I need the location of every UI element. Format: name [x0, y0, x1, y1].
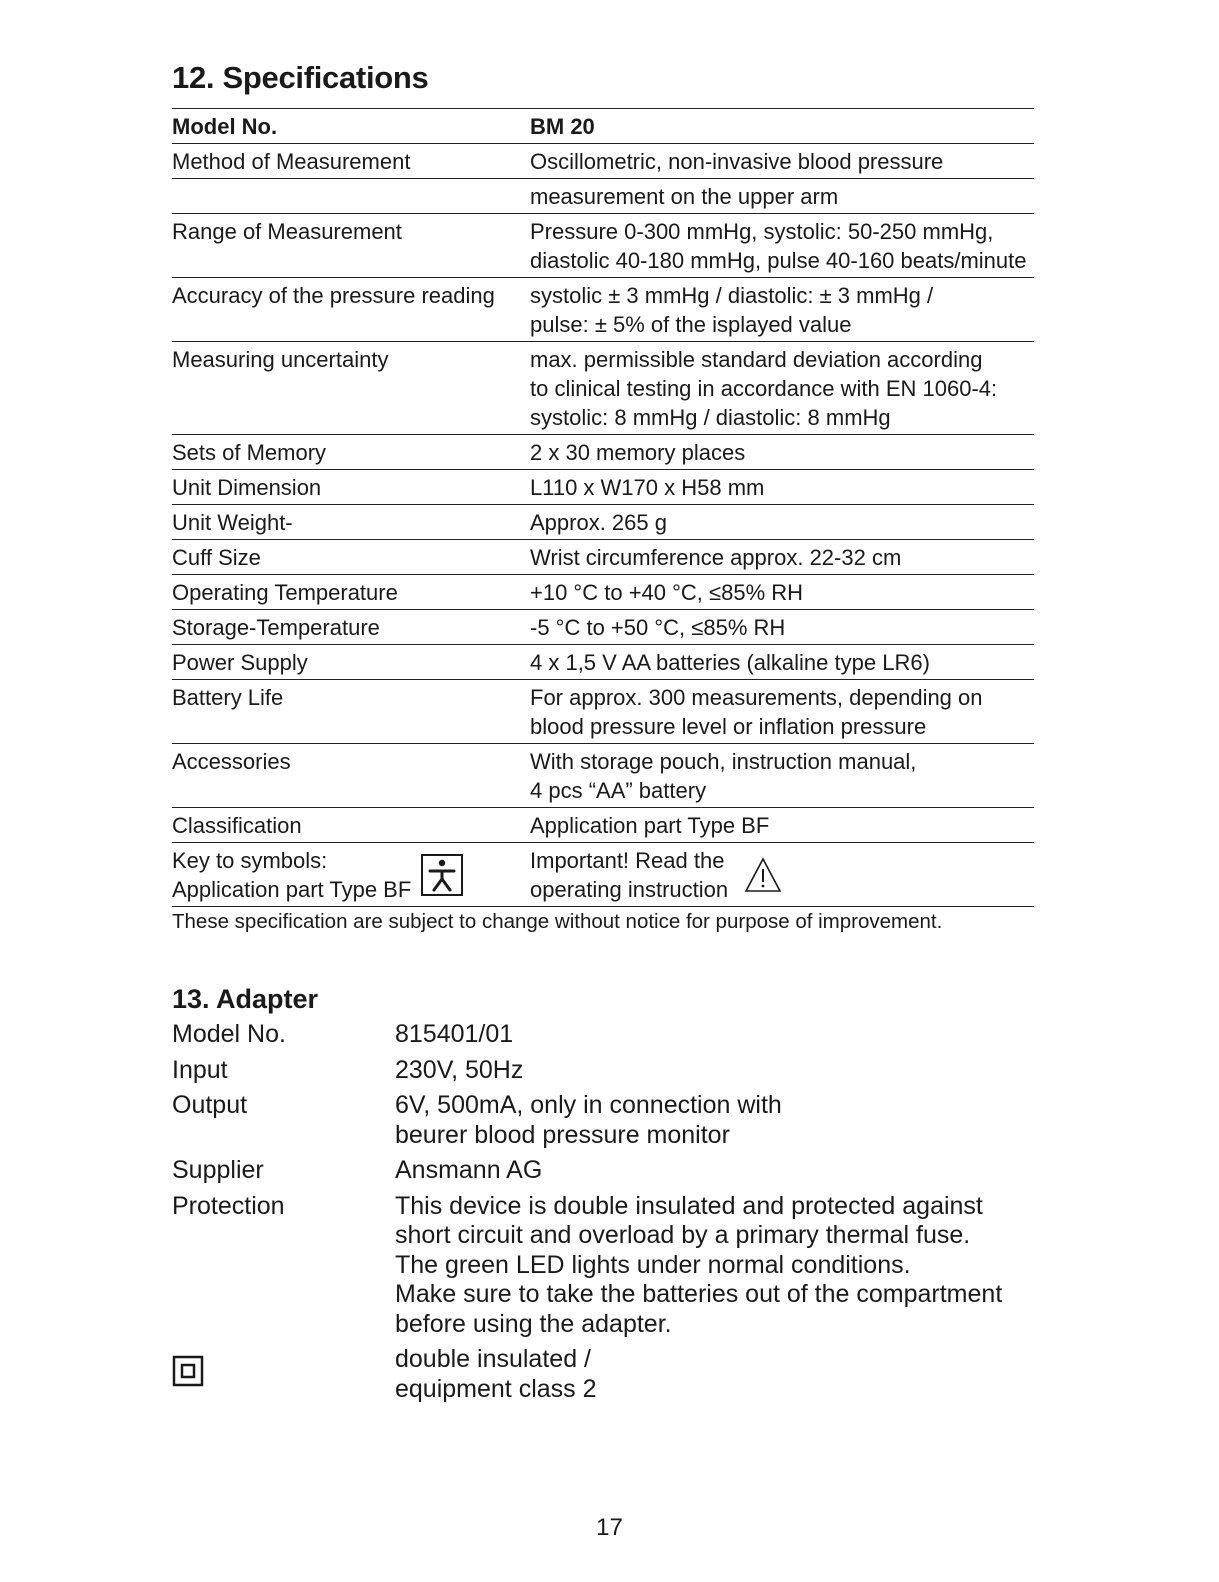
adapter-row	[172, 1192, 1034, 1340]
table-row	[172, 808, 1034, 843]
row-value: Pressure 0-300 mmHg, systolic: 50-250 mmHg, diastolic 40-180 mmHg, pulse 40-160 beats/minute	[530, 219, 1027, 273]
row-value: L110 x W170 x H58 mm	[530, 475, 765, 500]
adapter-list	[172, 1020, 1034, 1410]
row-value: 4 x 1,5 V AA batteries (alkaline type LR6)	[530, 650, 930, 675]
adapter-label: Supplier	[172, 1156, 264, 1184]
table-row	[172, 214, 1034, 278]
row-label: Range of Measurement	[172, 219, 402, 244]
adapter-label: Protection	[172, 1191, 285, 1220]
table-row	[172, 435, 1034, 470]
row-value: -5 °C to +50 °C, ≤85% RH	[530, 615, 786, 640]
row-label: Operating Temperature	[172, 580, 398, 605]
row-value: Application part Type BF	[530, 813, 770, 838]
row-value: measurement on the upper arm	[530, 184, 839, 209]
adapter-row	[172, 1020, 1034, 1050]
adapter-title: 13. Adapter	[172, 984, 319, 1014]
adapter-value: This device is double insulated and protected against short circuit and overload by a primary thermal fuse. The green LED lights under normal conditions. Make sure to take the batteries out of the compartment before using the adapter.	[395, 1191, 1003, 1338]
table-row	[172, 179, 1034, 214]
symbols-label: Key to symbols: Application part Type BF	[172, 848, 412, 902]
row-label: Sets of Memory	[172, 440, 327, 465]
table-row	[172, 144, 1034, 179]
row-value: 2 x 30 memory places	[530, 440, 746, 465]
adapter-label: Output	[172, 1091, 248, 1119]
row-label: Storage-Temperature	[172, 615, 380, 640]
header-label: Model No.	[172, 114, 278, 139]
table-row	[172, 680, 1034, 744]
class2-row	[172, 1345, 1034, 1404]
row-label: Cuff Size	[172, 545, 261, 570]
adapter-label: Model No.	[172, 1020, 286, 1048]
row-label: Battery Life	[172, 685, 284, 710]
row-value: systolic ± 3 mmHg / diastolic: ± 3 mmHg / pulse: ± 5% of the isplayed value	[530, 283, 934, 337]
symbols-row	[172, 843, 1034, 907]
table-row	[172, 505, 1034, 540]
row-label: Unit Weight-	[172, 510, 293, 535]
table-row	[172, 744, 1034, 808]
row-value: Oscillometric, non-invasive blood pressure	[530, 149, 944, 174]
row-label: Measuring uncertainty	[172, 347, 389, 372]
row-value: Approx. 265 g	[530, 510, 667, 535]
row-value: Wrist circumference approx. 22-32 cm	[530, 545, 902, 570]
table-row	[172, 278, 1034, 342]
warning-triangle-icon	[744, 857, 782, 893]
table-row	[172, 540, 1034, 575]
table-row	[172, 645, 1034, 680]
symbols-value: Important! Read the operating instruction	[530, 848, 729, 902]
row-label: Accuracy of the pressure reading	[172, 283, 495, 308]
row-label: Classification	[172, 813, 302, 838]
adapter-label: Input	[172, 1055, 228, 1084]
row-value: For approx. 300 measurements, depending on blood pressure level or inflation pressure	[530, 685, 983, 739]
page-number: 17	[596, 1514, 623, 1541]
adapter-value: Ansmann AG	[395, 1156, 543, 1184]
adapter-value: 230V, 50Hz	[395, 1055, 524, 1084]
row-label: Accessories	[172, 749, 291, 774]
specifications-table	[172, 108, 1034, 907]
row-label: Unit Dimension	[172, 475, 322, 500]
header-value: BM 20	[530, 114, 595, 139]
adapter-row	[172, 1156, 1034, 1186]
row-value: max. permissible standard deviation according to clinical testing in accordance with EN 1060-4: systolic: 8 mmHg / diastolic: 8 mmHg	[530, 347, 998, 430]
table-row	[172, 470, 1034, 505]
double-insulated-icon	[172, 1355, 204, 1387]
adapter-value: 815401/01	[395, 1020, 514, 1048]
row-label	[172, 179, 530, 213]
table-header-row	[172, 109, 1034, 144]
adapter-row	[172, 1056, 1034, 1086]
row-label: Power Supply	[172, 650, 308, 675]
row-label: Method of Measurement	[172, 149, 411, 174]
type-bf-icon	[421, 854, 463, 896]
class2-value: double insulated / equipment class 2	[395, 1345, 597, 1403]
adapter-value: 6V, 500mA, only in connection with beurer blood pressure monitor	[395, 1091, 782, 1149]
row-value: With storage pouch, instruction manual, 4 pcs “AA” battery	[530, 749, 917, 803]
specifications-title: 12. Specifications	[172, 60, 429, 95]
footnote: These specification are subject to change without notice for purpose of improvement.	[172, 910, 943, 933]
row-value: +10 °C to +40 °C, ≤85% RH	[530, 580, 804, 605]
table-row	[172, 342, 1034, 435]
table-row	[172, 610, 1034, 645]
adapter-row	[172, 1091, 1034, 1150]
table-row	[172, 575, 1034, 610]
